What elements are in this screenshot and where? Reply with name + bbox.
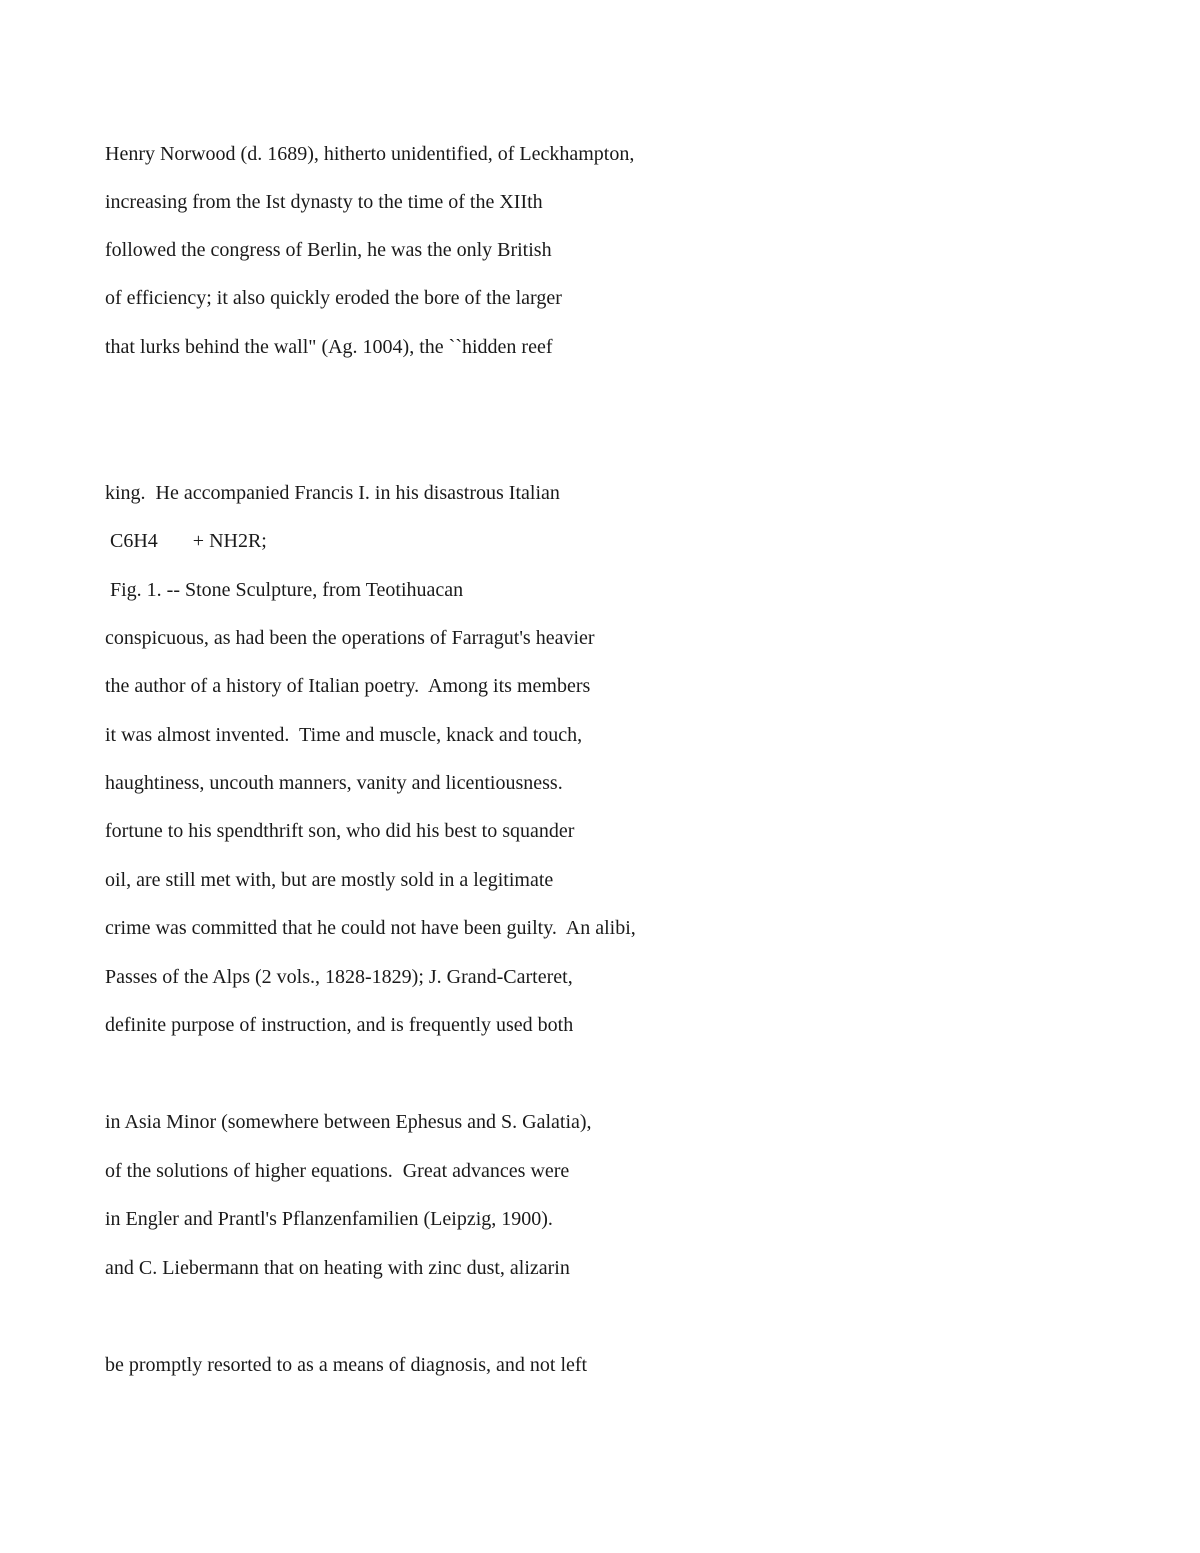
text-line: Passes of the Alps (2 vols., 1828-1829); J. Grand-Carteret, [105, 966, 573, 988]
text-line: of efficiency; it also quickly eroded the bore of the larger [105, 287, 562, 309]
text-line: crime was committed that he could not have been guilty. An alibi, [105, 917, 636, 939]
text-line: definite purpose of instruction, and is frequently used both [105, 1014, 574, 1036]
text-line: be promptly resorted to as a means of diagnosis, and not left [105, 1354, 588, 1376]
text-line: fortune to his spendthrift son, who did his best to squander [105, 820, 575, 842]
text-line: oil, are still met with, but are mostly sold in a legitimate [105, 869, 554, 891]
text-line: followed the congress of Berlin, he was the only British [105, 239, 552, 261]
text-line: of the solutions of higher equations. Great advances were [105, 1160, 570, 1182]
text-line: increasing from the Ist dynasty to the time of the XIIth [105, 191, 543, 213]
text-line: in Engler and Prantl's Pflanzenfamilien (Leipzig, 1900). [105, 1208, 553, 1230]
text-line: it was almost invented. Time and muscle, knack and touch, [105, 724, 583, 746]
text-line: the author of a history of Italian poetry. Among its members [105, 675, 591, 697]
text-line: and C. Liebermann that on heating with zinc dust, alizarin [105, 1257, 570, 1279]
text-line: conspicuous, as had been the operations of Farragut's heavier [105, 627, 595, 649]
formula-line: C6H4 + NH2R; [105, 530, 267, 552]
text-line: king. He accompanied Francis I. in his disastrous Italian [105, 482, 560, 504]
text-line: Henry Norwood (d. 1689), hitherto unidentified, of Leckhampton, [105, 143, 635, 165]
figure-caption: Fig. 1. -- Stone Sculpture, from Teotihuacan [105, 579, 464, 601]
text-line: in Asia Minor (somewhere between Ephesus and S. Galatia), [105, 1111, 592, 1133]
text-line: that lurks behind the wall" (Ag. 1004), the ``hidden reef [105, 336, 553, 358]
text-line: haughtiness, uncouth manners, vanity and licentiousness. [105, 772, 563, 794]
